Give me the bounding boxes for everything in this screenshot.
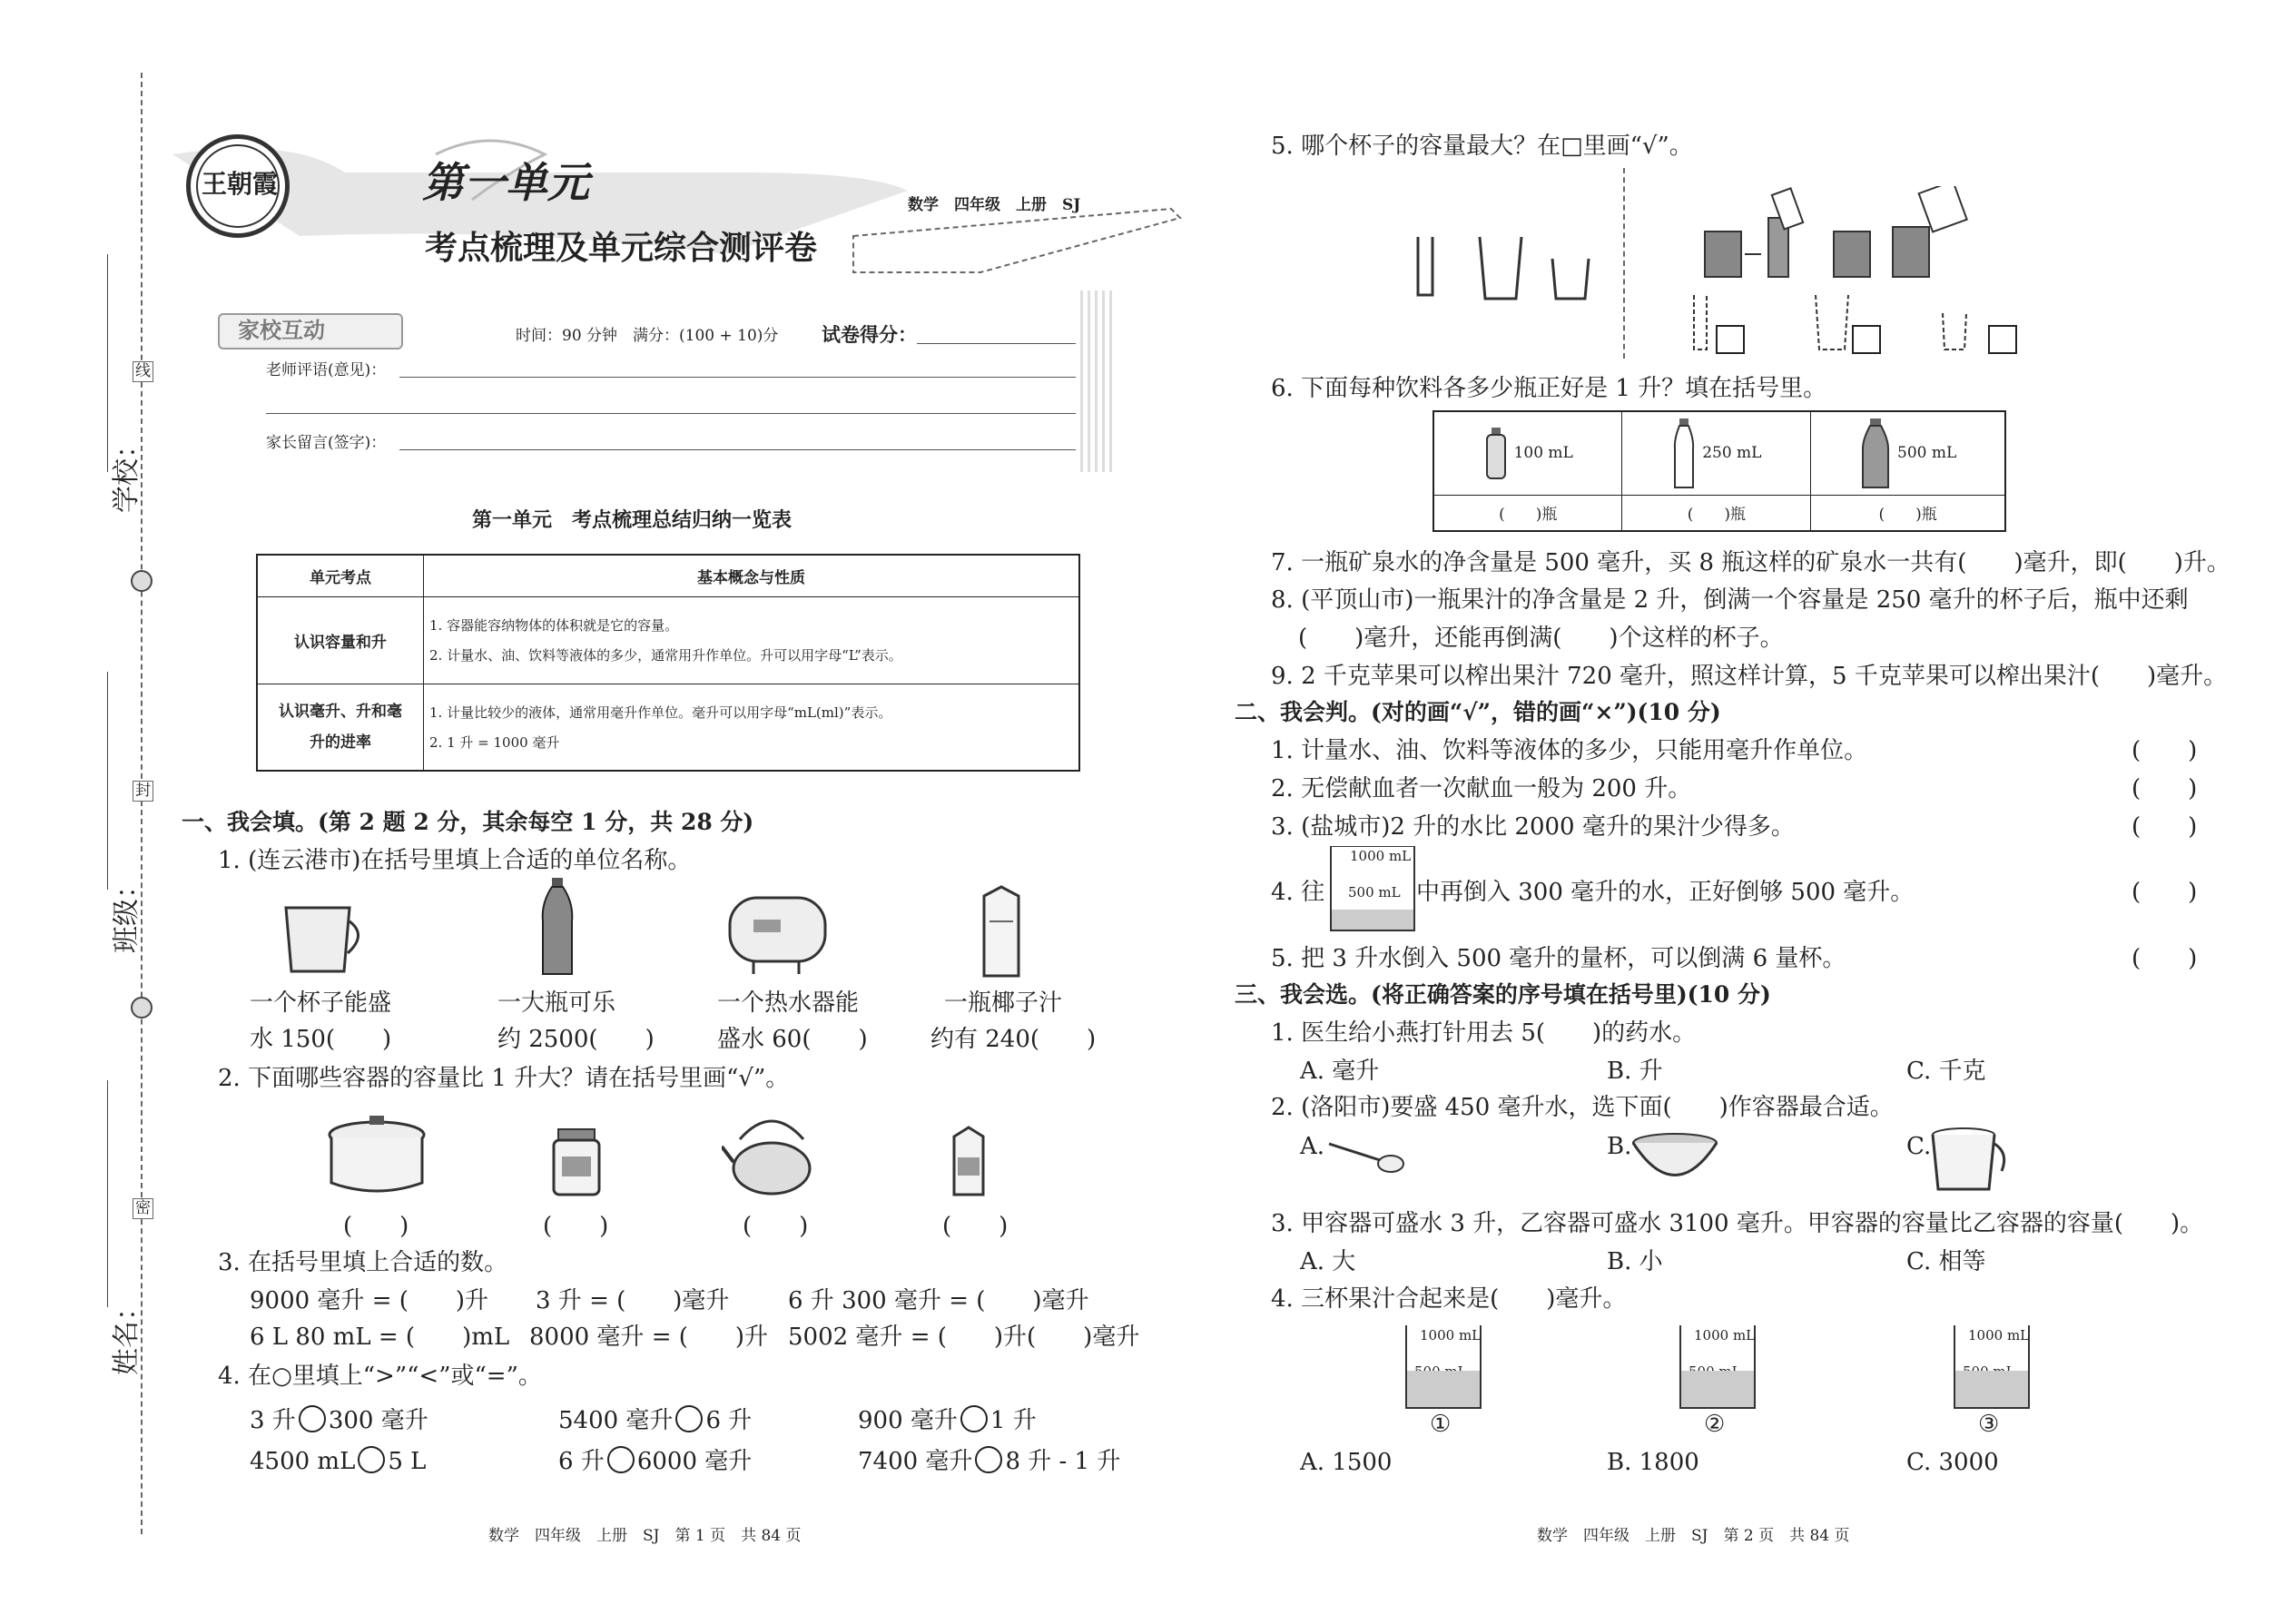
binding-hole-icon xyxy=(131,997,153,1019)
q3-blank[interactable]: 8000 毫升 = ( )升 xyxy=(529,1324,769,1351)
question-1: 1. (连云港市)在括号里填上合适的单位名称。 xyxy=(218,847,692,874)
part2-heading: 二、我会判。(对的画“√”，错的画“×”)(10 分) xyxy=(1235,699,1721,725)
beaker-icon: 1000 mL 500 mL xyxy=(1330,846,1415,931)
summary-title: 第一单元 考点梳理总结归纳一览表 xyxy=(472,508,793,532)
name-label: 姓名： xyxy=(111,1294,143,1375)
large-bottle-icon xyxy=(1859,417,1892,489)
footer-left: 数学 四年级 上册 SJ 第 1 页 共 84 页 xyxy=(488,1527,802,1545)
table-cell-line: 2. 1 升 = 1000 毫升 xyxy=(429,733,560,751)
choice-option[interactable]: A. 大 xyxy=(1300,1248,1356,1275)
q2-answer-paren[interactable]: ( ) xyxy=(743,1213,809,1240)
table-cell-topic: 认识毫升、升和毫 升的进率 xyxy=(257,684,424,771)
choice-option[interactable]: B. xyxy=(1607,1133,1632,1160)
medium-bottle-icon xyxy=(1671,417,1697,489)
question-4: 4. 在○里填上“>”“<”或“=”。 xyxy=(218,1363,542,1390)
logo-text: 王朝霞 xyxy=(202,169,279,199)
choice-option[interactable]: A. xyxy=(1300,1133,1325,1160)
milk-carton-icon xyxy=(949,1126,989,1198)
choice-option[interactable]: B. 小 xyxy=(1607,1248,1663,1275)
question-9: 9. 2 千克苹果可以榨出果汁 720 毫升，照这样计算，5 千克苹果可以榨出果汁( )毫升。 xyxy=(1271,663,2228,690)
table-header-topic: 单元考点 xyxy=(257,555,424,596)
judge-answer-paren[interactable]: ( ) xyxy=(2132,737,2198,764)
choice-question: 1. 医生给小燕打针用去 5( )的药水。 xyxy=(1271,1019,1697,1047)
class-field[interactable] xyxy=(107,672,108,890)
question-6: 6. 下面每种饮料各多少瓶正好是 1 升？填在括号里。 xyxy=(1271,375,1827,402)
seal-char-3: 密 xyxy=(133,1198,153,1219)
question-5: 5. 哪个杯子的容量最大？在□里画“√”。 xyxy=(1271,133,1693,160)
binding-hole-icon xyxy=(131,570,153,592)
teacher-comment-label: 老师评语(意见)： xyxy=(266,361,387,379)
bowl-icon xyxy=(1629,1130,1720,1189)
bucket-icon xyxy=(1929,1126,2011,1194)
q3-blank[interactable]: 6 升 300 毫升 = ( )毫升 xyxy=(788,1287,1089,1314)
parent-comment-label: 家长留言(签字)： xyxy=(266,434,387,452)
q4-compare-row: 6 升 6000 毫升 xyxy=(558,1448,753,1475)
family-school-badge: 家校互动 xyxy=(218,313,403,349)
compare-circle-input[interactable] xyxy=(675,1405,703,1432)
summary-table xyxy=(256,554,1080,772)
compare-circle-input[interactable] xyxy=(299,1405,326,1432)
q1-item-text: 一个热水器能 xyxy=(717,989,860,1017)
q6-answer-cell[interactable]: ( )瓶 xyxy=(1433,495,1622,531)
decorative-stripes xyxy=(1080,290,1117,472)
choice-question: 2. (洛阳市)要盛 450 毫升水，选下面( )作容器最合适。 xyxy=(1271,1094,1894,1121)
water-heater-icon xyxy=(726,894,831,976)
judge-answer-paren[interactable]: ( ) xyxy=(2132,945,2198,972)
q4-compare-row: 7400 毫升 8 升 - 1 升 xyxy=(858,1448,1121,1475)
q1-item-text: 一个杯子能盛 xyxy=(250,989,392,1017)
answer-checkbox[interactable] xyxy=(1716,325,1745,354)
school-label: 学校： xyxy=(111,431,143,513)
grade-tags: 数学 四年级 上册 SJ xyxy=(908,196,1081,214)
cola-bottle-icon xyxy=(536,876,581,980)
judge-item: 3. (盐城市)2 升的水比 2000 毫升的果汁少得多。 xyxy=(1271,813,1795,841)
compare-circle-input[interactable] xyxy=(975,1446,1002,1473)
school-field[interactable] xyxy=(107,254,108,472)
divider xyxy=(1623,168,1625,359)
compare-circle-input[interactable] xyxy=(607,1446,635,1473)
jar-icon xyxy=(549,1126,604,1198)
spoon-icon xyxy=(1325,1135,1407,1176)
q1-item-blank[interactable]: 约 2500( ) xyxy=(497,1026,655,1053)
choice-option[interactable]: A. 毫升 xyxy=(1300,1058,1380,1085)
q1-item-blank[interactable]: 盛水 60( ) xyxy=(717,1026,868,1053)
answer-checkbox[interactable] xyxy=(1988,325,2017,354)
choice-question: 3. 甲容器可盛水 3 升，乙容器可盛水 3100 毫升。甲容器的容量比乙容器的容量( )。 xyxy=(1271,1210,2204,1237)
q1-item-text: 一大瓶可乐 xyxy=(497,989,616,1017)
choice-option[interactable]: C. xyxy=(1906,1133,1932,1160)
judge-answer-paren[interactable]: ( ) xyxy=(2132,813,2198,841)
q3-blank[interactable]: 5002 毫升 = ( )升( )毫升 xyxy=(788,1324,1140,1351)
beaker-icon: 1000 mL xyxy=(1405,1325,1482,1409)
drinks-table: 100 mL 250 mL 500 mL ( )瓶 ( )瓶 ( )瓶 xyxy=(1433,410,2006,532)
coconut-juice-carton-icon xyxy=(979,885,1024,980)
q4-compare-row: 3 升 300 毫升 xyxy=(250,1407,428,1434)
part1-heading: 一、我会填。(第 2 题 2 分，其余每空 1 分，共 28 分) xyxy=(182,809,754,835)
brand-logo-seal xyxy=(186,134,290,238)
q1-item-text: 一瓶椰子汁 xyxy=(944,989,1063,1017)
table-cell-line: 2. 计量水、油、饮料等液体的多少，通常用升作单位。升可以用字母“L”表示。 xyxy=(429,647,902,664)
question-2: 2. 下面哪些容器的容量比 1 升大？请在括号里画“√”。 xyxy=(218,1065,790,1092)
judge-item: 1. 计量水、油、饮料等液体的多少，只能用毫升作单位。 xyxy=(1271,737,1868,764)
seal-char-2: 封 xyxy=(133,781,153,802)
table-cell-line: 1. 容器能容纳物体的体积就是它的容量。 xyxy=(429,617,679,634)
table-header-concept: 基本概念与性质 xyxy=(424,555,1080,596)
q1-item-blank[interactable]: 约有 240( ) xyxy=(930,1026,1097,1053)
question-3: 3. 在括号里填上合适的数。 xyxy=(218,1249,508,1276)
q4-compare-row: 900 毫升 1 升 xyxy=(858,1407,1037,1434)
q4-compare-row: 4500 mL 5 L xyxy=(250,1448,427,1475)
answer-checkbox[interactable] xyxy=(1852,325,1881,354)
question-8: 8. (平顶山市)一瓶果汁的净含量是 2 升，倒满一个容量是 250 毫升的杯子后，瓶中还剩 xyxy=(1271,586,2189,614)
q4-compare-row: 5400 毫升 6 升 xyxy=(558,1407,753,1434)
judge-item: 5. 把 3 升水倒入 500 毫升的量杯，可以倒满 6 量杯。 xyxy=(1271,945,1846,972)
q2-answer-paren[interactable]: ( ) xyxy=(543,1213,609,1240)
choice-option[interactable]: C. 千克 xyxy=(1906,1058,1986,1085)
q6-answer-cell[interactable]: ( )瓶 xyxy=(1811,495,2005,531)
seal-char-1: 线 xyxy=(133,361,153,382)
q2-answer-paren[interactable]: ( ) xyxy=(942,1213,1009,1240)
judge-item: 2. 无偿献血者一次献血一般为 200 升。 xyxy=(1271,775,1692,802)
choice-option[interactable]: C. 3000 xyxy=(1906,1449,1999,1476)
judge-answer-paren[interactable]: ( ) xyxy=(2132,879,2198,906)
choice-option[interactable]: C. 相等 xyxy=(1906,1248,1986,1275)
table-cell-topic: 认识容量和升 xyxy=(257,596,424,684)
beaker-icon: 1000 mL xyxy=(1954,1325,2030,1409)
choice-option[interactable]: A. 1500 xyxy=(1300,1449,1393,1476)
table-cell-line: 1. 计量比较少的液体，通常用毫升作单位。毫升可以用字母“mL(ml)”表示。 xyxy=(429,704,892,721)
question-8-cont: ( )毫升，还能再倒满( )个这样的杯子。 xyxy=(1298,625,1784,652)
score-label: 试卷得分： xyxy=(822,323,917,346)
judge-item-cont: 中再倒入 300 毫升的水，正好倒够 500 毫升。 xyxy=(1416,879,1915,906)
class-label: 班级： xyxy=(111,871,143,953)
q3-blank[interactable]: 9000 毫升 = ( )升 xyxy=(250,1287,489,1314)
cup-icon xyxy=(277,899,368,980)
judge-item: 4. 往 xyxy=(1271,879,1325,906)
part3-heading: 三、我会选。(将正确答案的序号填在括号里)(10 分) xyxy=(1235,981,1771,1008)
score-field[interactable] xyxy=(917,343,1076,344)
q2-answer-paren[interactable]: ( ) xyxy=(343,1213,409,1240)
unit-title: 第一单元 xyxy=(422,158,589,207)
footer-right: 数学 四年级 上册 SJ 第 2 页 共 84 页 xyxy=(1537,1527,1850,1545)
question-7: 7. 一瓶矿泉水的净含量是 500 毫升，买 8 瓶这样的矿泉水一共有( )毫升，即( )升。 xyxy=(1271,549,2230,576)
beaker-label: ② xyxy=(1704,1411,1726,1438)
q6-answer-cell[interactable]: ( )瓶 xyxy=(1622,495,1811,531)
q1-item-blank[interactable]: 水 150( ) xyxy=(250,1026,392,1053)
beaker-label: ③ xyxy=(1978,1411,2000,1438)
judge-answer-paren[interactable]: ( ) xyxy=(2132,775,2198,802)
small-bottle-icon xyxy=(1483,426,1509,480)
kettle-icon xyxy=(722,1103,822,1198)
compare-circle-input[interactable] xyxy=(358,1446,385,1473)
cups-group-icon xyxy=(1416,231,1607,304)
page-title: 考点梳理及单元综合测评卷 xyxy=(425,229,818,267)
time-info: 时间：90 分钟 满分：(100 + 10)分 xyxy=(516,327,779,345)
compare-circle-input[interactable] xyxy=(960,1405,988,1432)
choice-question: 4. 三杯果汁合起来是( )毫升。 xyxy=(1271,1285,1627,1313)
choice-option[interactable]: B. 升 xyxy=(1607,1058,1663,1085)
beaker-icon: 1000 mL xyxy=(1679,1325,1756,1409)
pot-icon xyxy=(322,1112,431,1198)
teacher-comment-field-line2[interactable] xyxy=(266,413,1076,414)
teacher-comment-field[interactable] xyxy=(399,377,1076,378)
name-field[interactable] xyxy=(107,1080,108,1307)
q3-blank[interactable]: 3 升 = ( )毫升 xyxy=(536,1287,730,1314)
q3-blank[interactable]: 6 L 80 mL = ( )mL xyxy=(250,1324,510,1351)
choice-option[interactable]: B. 1800 xyxy=(1607,1449,1699,1476)
parent-comment-field[interactable] xyxy=(399,449,1076,450)
beaker-label: ① xyxy=(1430,1411,1452,1438)
